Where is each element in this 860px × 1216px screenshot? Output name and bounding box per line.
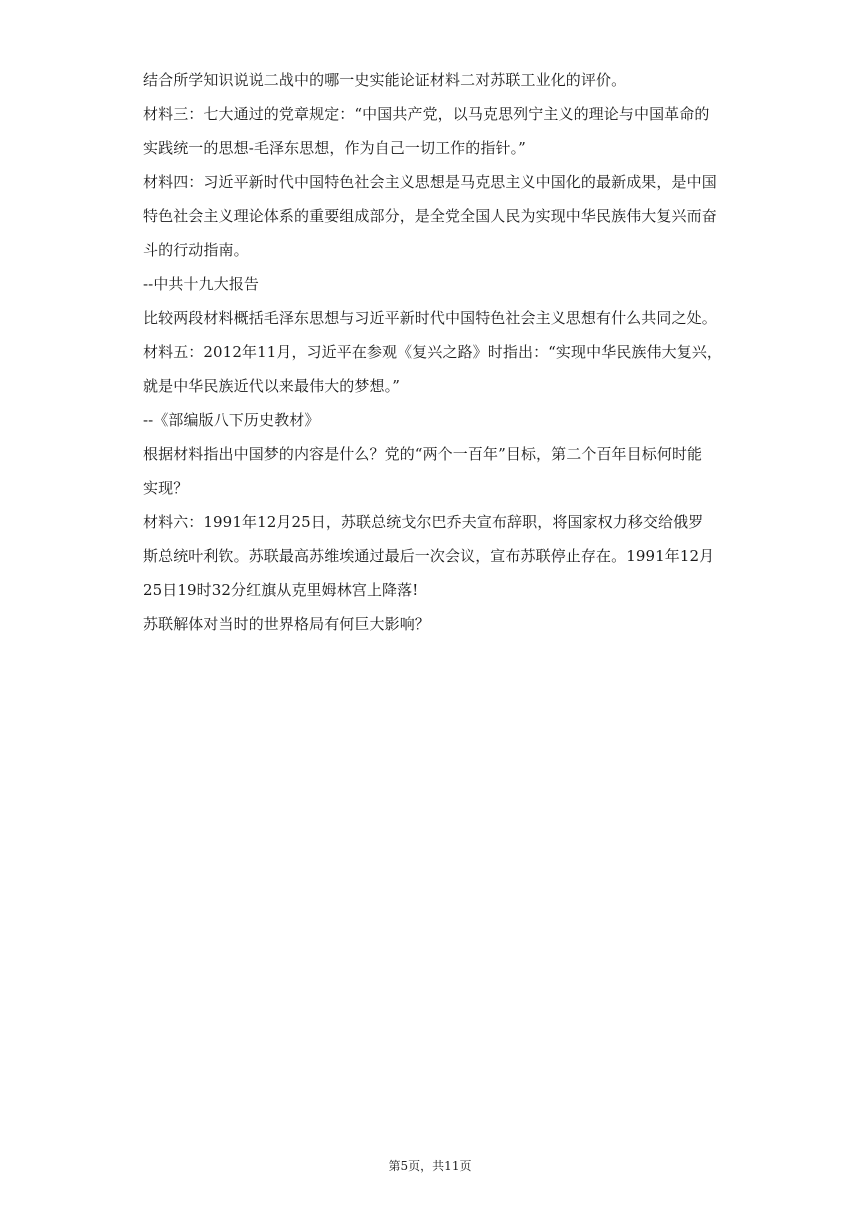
text-line: 就是中华民族近代以来最伟大的梦想。” bbox=[143, 377, 400, 395]
text-line: 特色社会主义理论体系的重要组成部分，是全党全国人民为实现中华民族伟大复兴而奋 bbox=[143, 207, 717, 225]
text-line: 斗的行动指南。 bbox=[143, 241, 249, 259]
material-four-line: 材料四：习近平新时代中国特色社会主义思想是马克思主义中国化的最新成果，是中国 bbox=[143, 173, 717, 191]
text-line: 实现？ bbox=[143, 479, 189, 497]
question-line: 根据材料指出中国梦的内容是什么？党的“两个一百年”目标，第二个百年目标何时能 bbox=[143, 445, 703, 463]
source-citation: --中共十九大报告 bbox=[143, 275, 260, 293]
material-five-line: 材料五：2012年11月，习近平在参观《复兴之路》时指出：“实现中华民族伟大复兴， bbox=[143, 343, 723, 361]
text-line: 斯总统叶利钦。苏联最高苏维埃通过最后一次会议，宣布苏联停止存在。1991年12月 bbox=[143, 547, 715, 565]
page-footer: 第5页，共11页 bbox=[388, 1159, 472, 1173]
question-line: 比较两段材料概括毛泽东思想与习近平新时代中国特色社会主义思想有什么共同之处。 bbox=[143, 309, 717, 327]
question-line: 苏联解体对当时的世界格局有何巨大影响？ bbox=[143, 615, 430, 633]
text-line: 实践统一的思想-毛泽东思想，作为自己一切工作的指针。” bbox=[143, 139, 526, 157]
document-body bbox=[143, 63, 723, 641]
material-three-line: 材料三：七大通过的党章规定：“中国共产党，以马克思列宁主义的理论与中国革命的 bbox=[143, 105, 710, 123]
text-line: 25日19时32分红旗从克里姆林宫上降落! bbox=[143, 581, 419, 599]
material-six-line: 材料六：1991年12月25日，苏联总统戈尔巴乔夫宣布辞职，将国家权力移交给俄罗 bbox=[143, 513, 704, 531]
source-citation: --《部编版八下历史教材》 bbox=[143, 411, 320, 429]
text-line: 结合所学知识说说二战中的哪一史实能论证材料二对苏联工业化的评价。 bbox=[143, 71, 627, 89]
